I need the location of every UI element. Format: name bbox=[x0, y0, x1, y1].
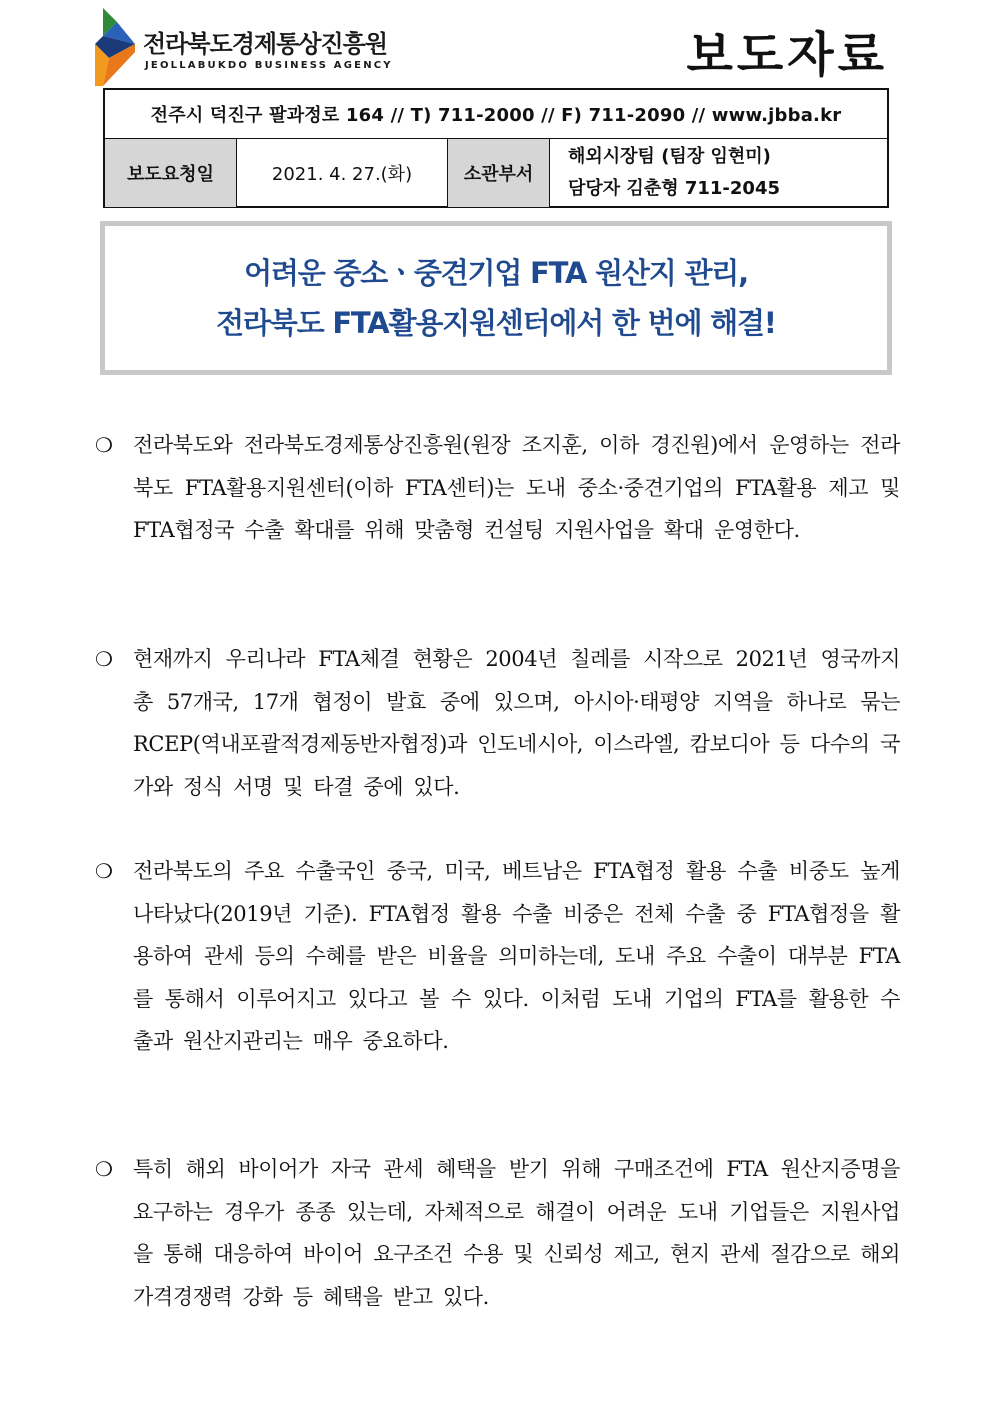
bullet-circle-icon: ❍ bbox=[95, 433, 113, 457]
headline-box bbox=[100, 221, 892, 375]
document-type-title: 보도자료 bbox=[686, 27, 888, 83]
bullet-circle-icon: ❍ bbox=[95, 859, 113, 883]
body-paragraph bbox=[95, 638, 900, 808]
paragraph-text: 전라북도와 전라북도경제통상진흥원(원장 조지훈, 이하 경진원)에서 운영하는 전라북도 FTA활용지원센터(이하 FTA센터)는 도내 중소·중견기업의 FTA활용 제고 및 FTA협정국 수출 확대를 위해 맞춤형 컨설팅 지원사업을 확대 운영한다. bbox=[133, 433, 900, 543]
bullet-circle-icon: ❍ bbox=[95, 647, 113, 671]
department-label: 소관부서 bbox=[448, 139, 550, 207]
press-info-table bbox=[103, 88, 889, 208]
info-row bbox=[105, 139, 887, 207]
org-name-korean: 전라북도경제통상진흥원 bbox=[143, 30, 388, 58]
paragraph-text: 현재까지 우리나라 FTA체결 현황은 2004년 칠레를 시작으로 2021년 영국까지 총 57개국, 17개 협정이 발효 중에 있으며, 아시아·태평양 지역을 하나로 묶는 RCEP(역내포괄적경제동반자협정)과 인도네시아, 이스라엘, 캄보디아 등 다수의 국가와 정식 서명 및 타결 중에 있다. bbox=[133, 647, 900, 799]
department-value: 해외시장팀 (팀장 임현미) bbox=[568, 146, 771, 167]
headline-line-2: 전라북도 FTA활용지원센터에서 한 번에 해결! bbox=[216, 306, 776, 340]
contact-person: 담당자 김춘형 711-2045 bbox=[568, 178, 781, 199]
body-paragraph bbox=[95, 850, 900, 1063]
org-name-english: JEOLLABUKDO BUSINESS AGENCY bbox=[145, 60, 393, 71]
org-logo bbox=[95, 6, 395, 88]
contact-line: 전주시 덕진구 팔과정로 164 // T) 711-2000 // F) 711-2090 // www.jbba.kr bbox=[105, 90, 887, 139]
department-info bbox=[550, 139, 887, 207]
paragraph-text: 전라북도의 주요 수출국인 중국, 미국, 베트남은 FTA협정 활용 수출 비중도 높게 나타났다(2019년 기준). FTA협정 활용 수출 비중은 전체 수출 중 FTA협정을 활용하여 관세 등의 수혜를 받은 비율을 의미하는데, 도내 주요 수출이 대부분 FTA를 통해서 이루어지고 있다고 볼 수 있다. 이처럼 도내 기업의 FTA를 활용한 수출과 원산지관리는 매우 중요하다. bbox=[133, 859, 900, 1054]
paragraph-text: 특히 해외 바이어가 자국 관세 혜택을 받기 위해 구매조건에 FTA 원산지증명을 요구하는 경우가 종종 있는데, 자체적으로 해결이 어려운 도내 기업들은 지원사업을 통해 대응하여 바이어 요구조건 수용 및 신뢰성 제고, 현지 관세 절감으로 해외 가격경쟁력 강화 등 혜택을 받고 있다. bbox=[133, 1157, 900, 1309]
body-paragraph bbox=[95, 1148, 900, 1318]
headline-line-1: 어려운 중소ㆍ중견기업 FTA 원산지 관리, bbox=[244, 256, 748, 290]
request-date-value: 2021. 4. 27.(화) bbox=[237, 139, 448, 207]
body-paragraph bbox=[95, 424, 900, 552]
logo-mark-icon bbox=[95, 6, 141, 88]
request-date-label: 보도요청일 bbox=[105, 139, 237, 207]
bullet-circle-icon: ❍ bbox=[95, 1157, 113, 1181]
